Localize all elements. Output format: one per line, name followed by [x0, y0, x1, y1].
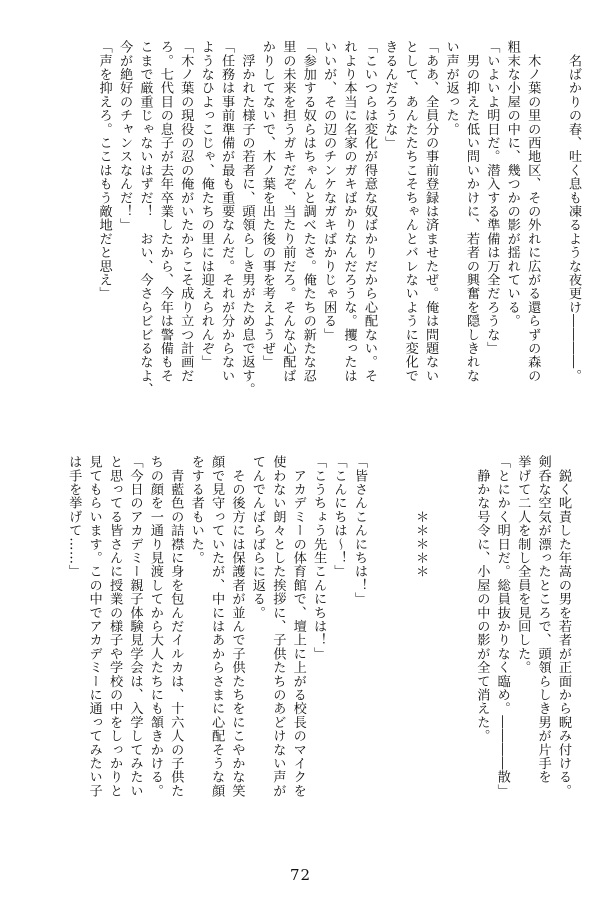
text-line [369, 455, 389, 850]
text-line: 「参加する奴らはちゃんと調べたさ。俺たちの新たな忍 [300, 40, 316, 383]
text-line: 「ああ、全員分の事前登録は済ませたぜ。俺は問題ない [423, 40, 439, 383]
text-line [430, 455, 450, 850]
top-text-block [93, 40, 583, 440]
text-line: 木ノ葉の里の西地区、その外れに広がる還らずの森の [525, 40, 541, 383]
text-line: と思ってる皆さんに授業の様子や学校の中をしっかりと [107, 455, 123, 798]
text-line: 「とにかく明日だ。総員抜かりなく臨め。――――散」 [494, 455, 510, 798]
text-line: 「皆さんこんにちは！」 [351, 455, 367, 606]
text-line: アカデミーの体育館で、壇上に上がる校長のマイクを [290, 455, 306, 798]
text-line: 鋭く叱責した年嵩の男を若者が正面から睨み付ける。 [556, 455, 571, 798]
text-line: その後方には保護者が並んで子供たちをにこやかな笑 [229, 455, 245, 798]
text-line: として、あんたたちこそちゃんとバレないように変化で [402, 40, 418, 383]
text-line: 「こんにちは～！」 [331, 455, 347, 579]
text-line [389, 455, 409, 850]
page-number: 72 [289, 866, 312, 884]
text-line: ＊＊＊＊＊ [413, 455, 429, 579]
text-line: 「こいつらは変化が得意な奴ばかりだから心配ない。そ [361, 40, 377, 383]
text-line: 「声を抑えろ。ここはもう敵地だと思え」 [96, 40, 112, 301]
text-line: 「こうちょう先生こんにちは！」 [311, 455, 327, 661]
text-line: 顔で見守っていたが、中にはあからさまに心配そうな顔 [209, 455, 225, 798]
text-line: れより本当に名家のガキばかりなんだろうな。攫ったは [341, 40, 357, 383]
text-line: かりしてないで、木ノ葉を出た後の事を考えようぜ」 [259, 40, 275, 369]
text-line [542, 40, 562, 440]
text-line: こまで厳重じゃないはずだ！ おい、今さらビビるなよ、 [137, 40, 153, 397]
text-line: 「木ノ葉の現役の忍の俺がいたからこそ成り立つ計画だ [178, 40, 194, 383]
text-line: い声が返った。 [443, 40, 459, 136]
text-line: をする者もいた。 [188, 455, 204, 565]
text-line: 見てもらいます。この中でアカデミーに通ってみたい子 [86, 455, 102, 798]
text-line: 浮かれた様子の若者に、頭領らしき男がため息で返す。 [239, 40, 255, 397]
text-line: 剣呑な空気が漂ったところで、頭領らしき男が片手を [535, 455, 551, 784]
text-line: 青藍色の詰襟に身を包んだイルカは、十六人の子供た [168, 455, 184, 798]
text-line: ちの顔を一通り見渡してから大人たちにも頷きかける。 [147, 455, 163, 798]
text-line: 今が絶好のチャンスなんだ！」 [117, 40, 133, 232]
text-line [451, 455, 471, 850]
text-line: 名ばかりの春、吐く息も凍るような夜更け――――。 [566, 40, 581, 383]
text-line: ようなひよっこじゃ、俺たちの里には迎えられんぞ」 [198, 40, 214, 369]
text-line: は手を挙げて……」 [66, 455, 82, 579]
text-line: 使わない朗々とした挨拶に、子供たちのあどけない声が [270, 455, 286, 798]
text-line: 挙げて二人を制し全員を見回した。 [515, 455, 531, 675]
text-line: 粗末な小屋の中に、幾つかの影が揺れている。 [504, 40, 520, 328]
text-line: ろ。七代目の息子が去年卒業したから、今年は警備もそ [157, 40, 173, 383]
text-line: きるんだろうな」 [382, 40, 398, 150]
text-line: 「今日のアカデミー親子体験見学会は、入学してみたい [127, 455, 143, 798]
text-line: 静かな号令に、小屋の中の影が全て消えた。 [474, 455, 490, 743]
text-line: 「いよいよ明日だ。潜入する準備は万全だろうな」 [484, 40, 500, 356]
text-line: 男の抑えた低い問いかけに、若者の興奮を隠しきれな [463, 40, 479, 383]
text-line: 「任務は事前準備が最も重要なんだ。それが分からない [219, 40, 235, 383]
text-line: いいが、その辺のチンケなガキばかりじゃ困る」 [321, 40, 337, 342]
text-line: てんでんばらばらに返る。 [249, 455, 265, 620]
text-line: 里の未来を担うガキだぞ、当たり前だろ。そんな心配ば [280, 40, 296, 383]
bottom-text-block [63, 455, 573, 850]
